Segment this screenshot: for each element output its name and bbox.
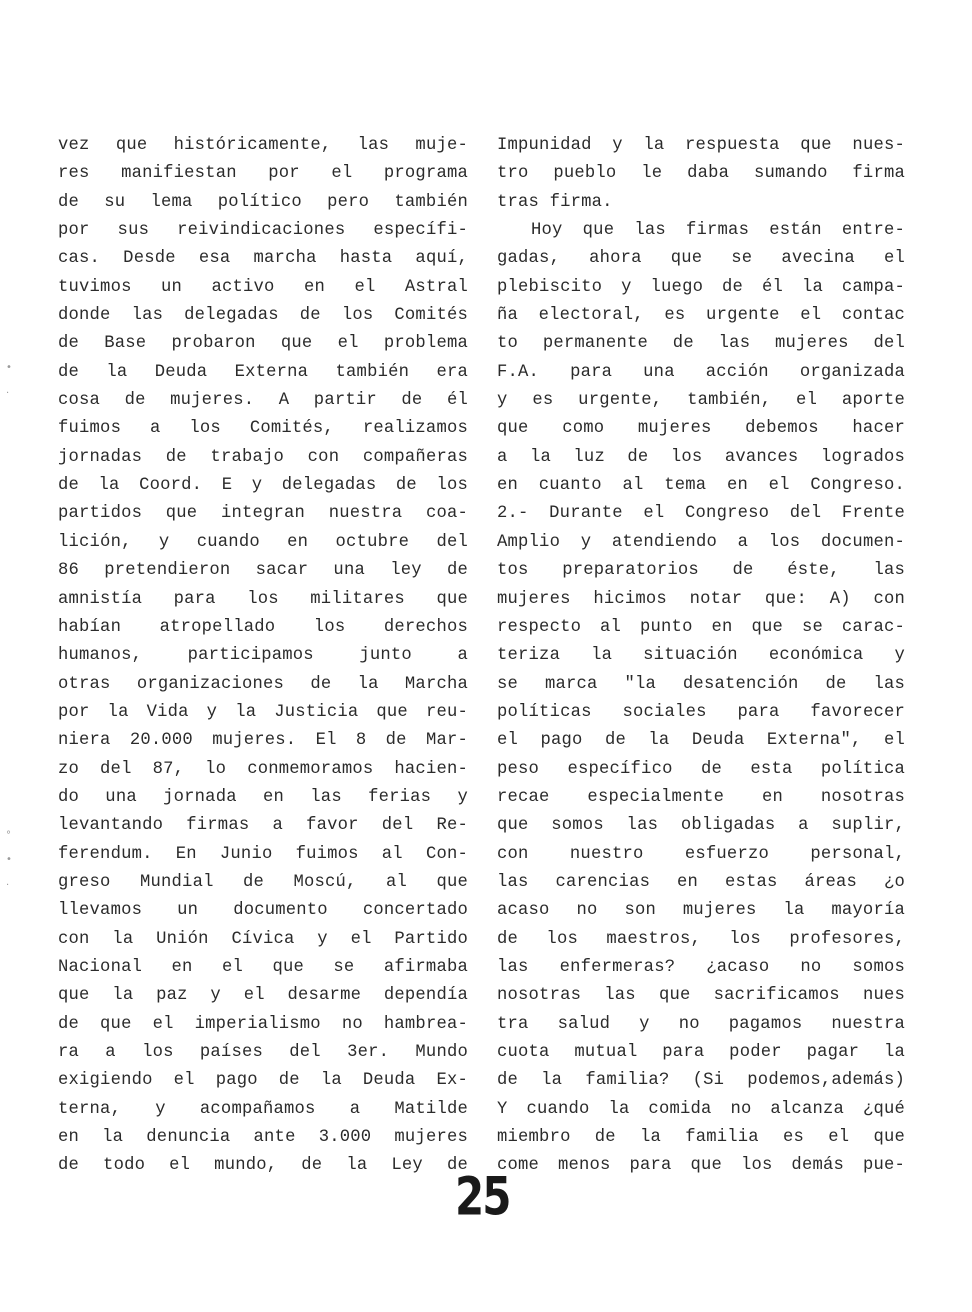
text-line: lición, y cuando en octubre del	[58, 532, 468, 552]
text-line: que como mujeres debemos hacer	[497, 419, 905, 439]
text-line: gadas, ahora que se avecina el	[497, 249, 905, 269]
text-line: de la Deuda Externa también era	[58, 362, 468, 382]
text-line: habían atropellado los derechos	[58, 617, 468, 637]
text-line: tuvimos un activo en el Astral	[58, 277, 468, 297]
text-line: tra salud y no pagamos nuestra	[497, 1014, 905, 1034]
text-line: de que el imperialismo no hambrea-	[58, 1014, 468, 1034]
text-line: jornadas de trabajo con compañeras	[58, 447, 468, 467]
right-column	[497, 132, 905, 1181]
text-line: de los maestros, los profesores,	[497, 929, 905, 949]
scan-mark: ·	[6, 880, 10, 891]
scan-mark: •	[6, 362, 12, 373]
text-line: plebiscito y luego de él la campa-	[497, 277, 905, 297]
text-line: tras firma.	[497, 192, 613, 212]
text-line: cosa de mujeres. A partir de él	[58, 391, 468, 411]
text-line: de la familia? (Si podemos,además)	[497, 1071, 905, 1091]
text-line: do una jornada en las ferias y	[58, 787, 468, 807]
text-line: por la Vida y la Justicia que reu-	[58, 702, 468, 722]
text-line: llevamos un documento concertado	[58, 901, 468, 921]
text-line: nosotras las que sacrificamos nues	[497, 986, 905, 1006]
text-line: cuota mutual para poder pagar la	[497, 1043, 905, 1062]
text-line: niera 20.000 mujeres. El 8 de Mar-	[58, 731, 468, 751]
text-line: miembro de la familia es el que	[497, 1128, 905, 1148]
text-line: se marca "la desatención de las	[497, 674, 905, 694]
text-line: a la luz de los avances logrados	[497, 447, 905, 467]
text-line: Amplio y atendiendo a los documen-	[497, 532, 905, 552]
text-line: come menos para que los demás pue-	[497, 1156, 905, 1176]
text-line: el pago de la Deuda Externa", el	[497, 731, 905, 751]
text-line: con nuestro esfuerzo personal,	[497, 844, 905, 864]
text-line: de la Coord. E y delegadas de los	[58, 476, 468, 496]
text-line: y es urgente, también, el aporte	[497, 391, 905, 411]
text-line: ña electoral, es urgente el contac	[497, 306, 905, 326]
left-column	[58, 132, 468, 1181]
text-line: mujeres hicimos notar que: A) con	[497, 589, 905, 609]
text-line: políticas sociales para favorecer	[497, 702, 905, 722]
text-line: donde las delegadas de los Comités	[58, 306, 468, 326]
text-line: greso Mundial de Moscú, al que	[58, 872, 468, 892]
text-line: vez que históricamente, las muje-	[58, 136, 468, 155]
text-line: humanos, participamos junto a	[58, 646, 468, 666]
text-line: partidos que integran nuestra coa-	[58, 504, 468, 524]
text-line: otras organizaciones de la Marcha	[58, 674, 468, 694]
text-line: en la denuncia ante 3.000 mujeres	[58, 1128, 468, 1148]
scan-mark: ·	[6, 388, 10, 399]
scan-mark: •	[6, 854, 12, 865]
text-line: terna, y acompañamos a Matilde	[58, 1099, 468, 1119]
text-line: respecto al punto en que se carac-	[497, 617, 905, 637]
page-number: 25	[455, 1165, 510, 1228]
text-line: Y cuando la comida no alcanza ¿qué	[497, 1099, 905, 1119]
text-line: de Base probaron que el problema	[58, 334, 468, 354]
text-line: fuimos a los Comités, realizamos	[58, 419, 468, 439]
text-line: Impunidad y la respuesta que nues-	[497, 136, 905, 155]
text-line: amnistía para los militares que	[58, 589, 468, 609]
text-line: que somos las obligadas a suplir,	[497, 816, 905, 836]
text-line: cas. Desde esa marcha hasta aquí,	[58, 249, 468, 269]
scan-mark: °	[6, 830, 11, 841]
text-line: ferendum. En Junio fuimos al Con-	[58, 844, 468, 864]
text-line: ra a los países del 3er. Mundo	[58, 1043, 468, 1062]
text-line: zo del 87, lo conmemoramos hacien-	[58, 759, 468, 779]
text-line: to permanente de las mujeres del	[497, 334, 905, 354]
text-line: de todo el mundo, de la Ley de	[58, 1156, 468, 1176]
text-line: en cuanto al tema en el Congreso.	[497, 476, 905, 496]
text-line: acaso no son mujeres la mayoría	[497, 901, 905, 921]
text-line: 2.- Durante el Congreso del Frente	[497, 504, 905, 524]
text-line: tro pueblo le daba sumando firma	[497, 164, 905, 184]
text-line: exigiendo el pago de la Deuda Ex-	[58, 1071, 468, 1091]
text-line: las enfermeras? ¿acaso no somos	[497, 957, 905, 977]
text-line: F.A. para una acción organizada	[497, 362, 905, 382]
text-line: res manifiestan por el programa	[58, 164, 468, 184]
text-line: tos preparatorios de éste, las	[497, 561, 905, 581]
text-line: las carencias en estas áreas ¿o	[497, 872, 905, 892]
text-line: por sus reivindicaciones específi-	[58, 221, 468, 241]
text-line: teriza la situación económica y	[497, 646, 905, 666]
text-line: con la Unión Cívica y el Partido	[58, 929, 468, 949]
text-line: peso específico de esta política	[497, 759, 905, 779]
text-line: levantando firmas a favor del Re-	[58, 816, 468, 836]
text-line: Nacional en el que se afirmaba	[58, 957, 468, 977]
text-line: Hoy que las firmas están entre-	[531, 221, 905, 241]
text-line: de su lema político pero también	[58, 192, 468, 212]
text-line: que la paz y el desarme dependía	[58, 986, 468, 1006]
text-line: recae especialmente en nosotras	[497, 787, 905, 807]
text-line: 86 pretendieron sacar una ley de	[58, 561, 468, 581]
